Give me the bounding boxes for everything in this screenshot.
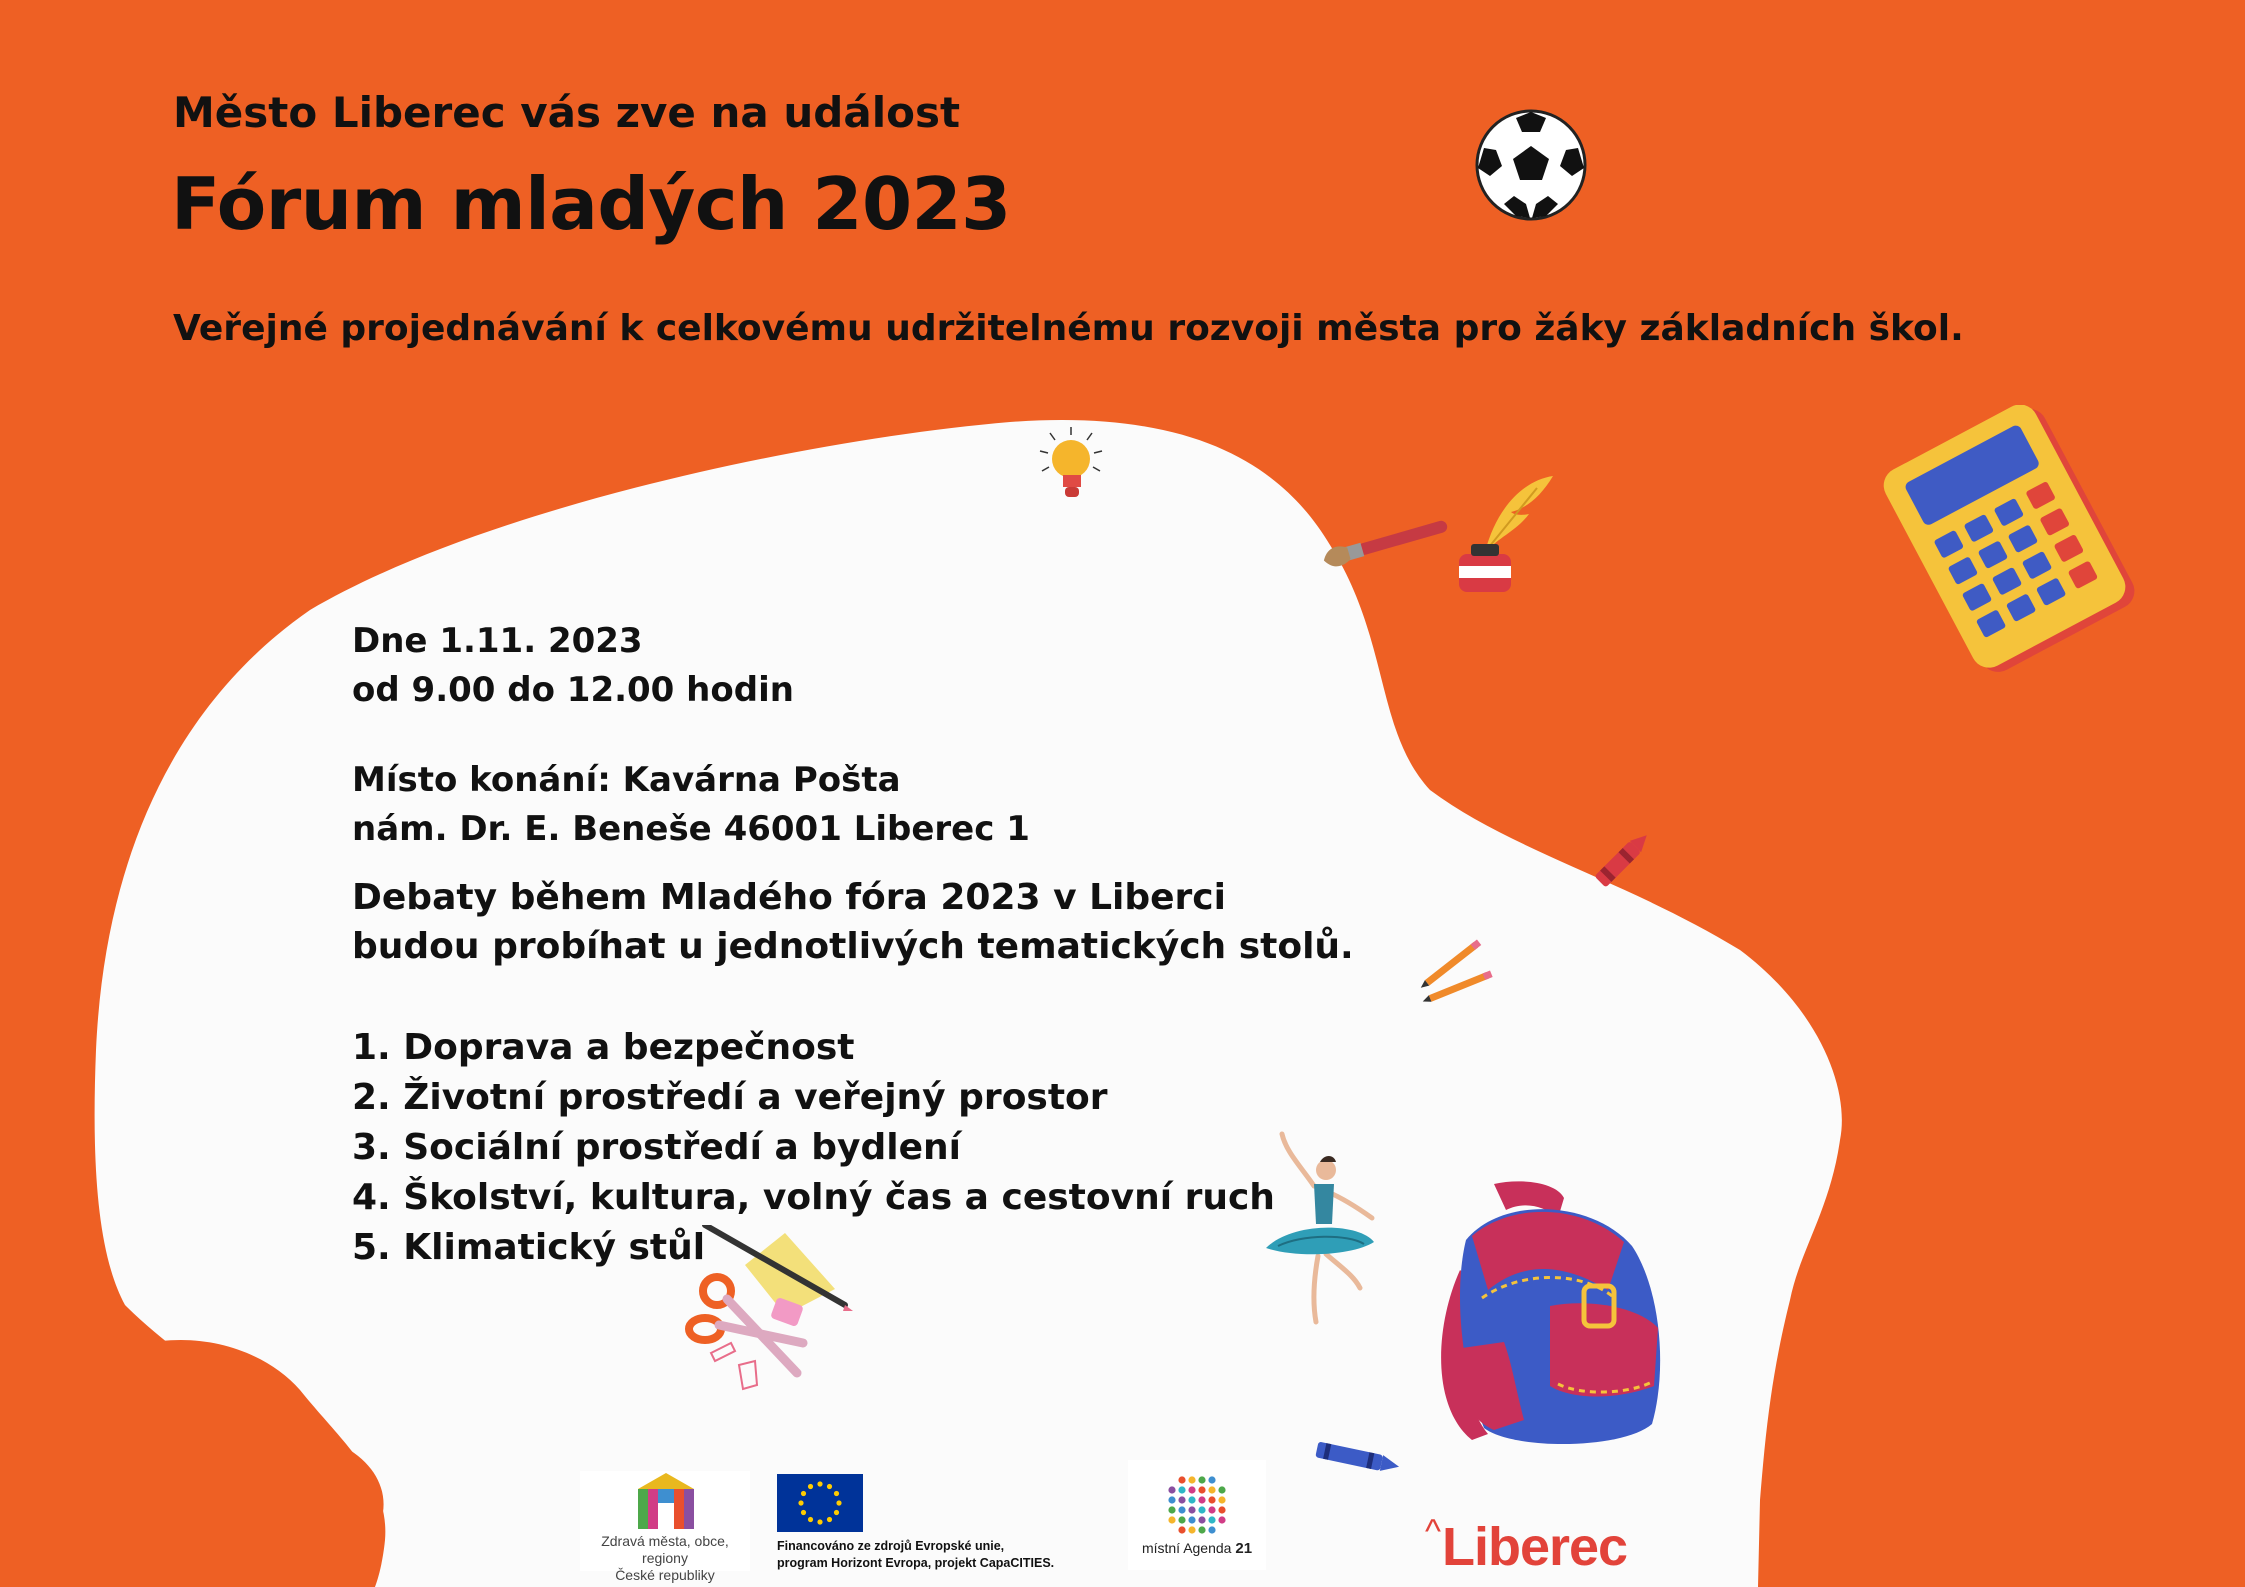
scissors-icon bbox=[675, 1225, 855, 1395]
agenda-dot bbox=[1188, 1506, 1195, 1513]
agenda-dot bbox=[1168, 1486, 1175, 1493]
eu-funding-line-1: Financováno ze zdrojů Evropské unie, bbox=[777, 1539, 1005, 1553]
debate-line-1: Debaty během Mladého fóra 2023 v Liberci bbox=[352, 877, 1226, 918]
agenda-dot bbox=[1168, 1496, 1175, 1503]
agenda-dot bbox=[1218, 1516, 1225, 1523]
backpack-icon bbox=[1432, 1178, 1687, 1450]
calculator-icon bbox=[1880, 405, 2140, 675]
agenda-dot bbox=[1198, 1496, 1205, 1503]
eu-star-icon bbox=[827, 1484, 832, 1489]
pencils-icon bbox=[1420, 935, 1500, 1011]
eu-star-icon bbox=[834, 1510, 839, 1515]
agenda-dot bbox=[1208, 1496, 1215, 1503]
agenda-dot bbox=[1218, 1486, 1225, 1493]
blue-crayon-icon bbox=[1312, 1438, 1404, 1478]
agenda-dot bbox=[1188, 1486, 1195, 1493]
dots-cluster-icon bbox=[1166, 1474, 1228, 1534]
agenda-dot bbox=[1198, 1476, 1205, 1483]
eu-star-icon bbox=[798, 1500, 803, 1505]
agenda-dot bbox=[1198, 1486, 1205, 1493]
agenda-dot bbox=[1198, 1526, 1205, 1533]
agenda-dot bbox=[1188, 1496, 1195, 1503]
agenda-dot bbox=[1198, 1506, 1205, 1513]
eu-star-icon bbox=[827, 1517, 832, 1522]
agenda-dot bbox=[1168, 1516, 1175, 1523]
agenda-dot bbox=[1178, 1486, 1185, 1493]
agenda-dot bbox=[1188, 1476, 1195, 1483]
eu-star-icon bbox=[817, 1519, 822, 1524]
eu-star-icon bbox=[801, 1491, 806, 1496]
topic-item: 5. Klimatický stůl bbox=[352, 1227, 706, 1268]
event-address: nám. Dr. E. Beneše 46001 Liberec 1 bbox=[352, 809, 1030, 849]
topic-item: 3. Sociální prostředí a bydlení bbox=[352, 1127, 961, 1168]
agenda-prefix: místní Agenda bbox=[1141, 1540, 1232, 1556]
crayon-icon bbox=[1585, 820, 1660, 900]
eu-funding-line-2: program Horizont Evropa, projekt CapaCITIES. bbox=[777, 1556, 1055, 1570]
agenda-dot bbox=[1188, 1526, 1195, 1533]
agenda-dot bbox=[1178, 1496, 1185, 1503]
eu-star-icon bbox=[834, 1491, 839, 1496]
eu-star-icon bbox=[836, 1500, 841, 1505]
liberec-wordmark: Liberec bbox=[1441, 1517, 1628, 1577]
agenda-dot bbox=[1208, 1506, 1215, 1513]
agenda-number: 21 bbox=[1235, 1540, 1253, 1557]
agenda-dot bbox=[1208, 1476, 1215, 1483]
invitation-line: Město Liberec vás zve na událost bbox=[173, 88, 961, 137]
event-venue-block bbox=[352, 756, 1030, 854]
eu-star-icon bbox=[808, 1517, 813, 1522]
eu-star-icon bbox=[817, 1481, 822, 1486]
zdrava-line-1: Zdravá města, obce, regiony bbox=[601, 1533, 729, 1566]
eu-flag-icon bbox=[777, 1474, 863, 1532]
zdrava-mesta-logo bbox=[580, 1471, 750, 1583]
agenda-dot bbox=[1178, 1506, 1185, 1513]
event-time: od 9.00 do 12.00 hodin bbox=[352, 670, 794, 710]
topic-item: 2. Životní prostředí a veřejný prostor bbox=[352, 1077, 1108, 1118]
eu-star-icon bbox=[801, 1510, 806, 1515]
agenda-dot bbox=[1208, 1486, 1215, 1493]
topic-item: 4. Školství, kultura, volný čas a cestovní ruch bbox=[352, 1177, 1275, 1218]
agenda-dot bbox=[1208, 1526, 1215, 1533]
paintbrush-icon bbox=[1318, 515, 1453, 575]
agenda-dot bbox=[1218, 1496, 1225, 1503]
agenda-dot bbox=[1178, 1516, 1185, 1523]
eu-funding-note bbox=[777, 1538, 1054, 1572]
soccer-ball-icon bbox=[1474, 108, 1588, 222]
event-datetime bbox=[352, 617, 794, 715]
agenda21-logo bbox=[1128, 1460, 1266, 1570]
event-title: Fórum mladých 2023 bbox=[171, 162, 1011, 246]
topic-item: 1. Doprava a bezpečnost bbox=[352, 1027, 855, 1068]
quill-inkwell-icon bbox=[1455, 470, 1560, 600]
agenda-dot bbox=[1188, 1516, 1195, 1523]
event-date: Dne 1.11. 2023 bbox=[352, 621, 643, 661]
debate-line-2: budou probíhat u jednotlivých tematických stolů. bbox=[352, 926, 1354, 967]
ballerina-icon bbox=[1262, 1128, 1380, 1326]
eu-star-icon bbox=[808, 1484, 813, 1489]
agenda-dot bbox=[1178, 1526, 1185, 1533]
event-venue: Místo konání: Kavárna Pošta bbox=[352, 760, 901, 800]
event-subtitle: Veřejné projednávání k celkovému udržitelnému rozvoji města pro žáky základních škol. bbox=[173, 308, 1964, 349]
agenda-dot bbox=[1198, 1516, 1205, 1523]
liberec-logo bbox=[1425, 1513, 1627, 1578]
light-bulb-icon bbox=[1036, 425, 1106, 505]
debate-description bbox=[352, 873, 1354, 971]
zdrava-line-2: České republiky bbox=[615, 1567, 715, 1583]
agenda-dot bbox=[1218, 1506, 1225, 1513]
agenda-dot bbox=[1178, 1476, 1185, 1483]
rainbow-house-icon bbox=[634, 1471, 698, 1531]
agenda-dot bbox=[1208, 1516, 1215, 1523]
agenda-dot bbox=[1168, 1506, 1175, 1513]
liberec-caret: ^ bbox=[1425, 1513, 1440, 1551]
